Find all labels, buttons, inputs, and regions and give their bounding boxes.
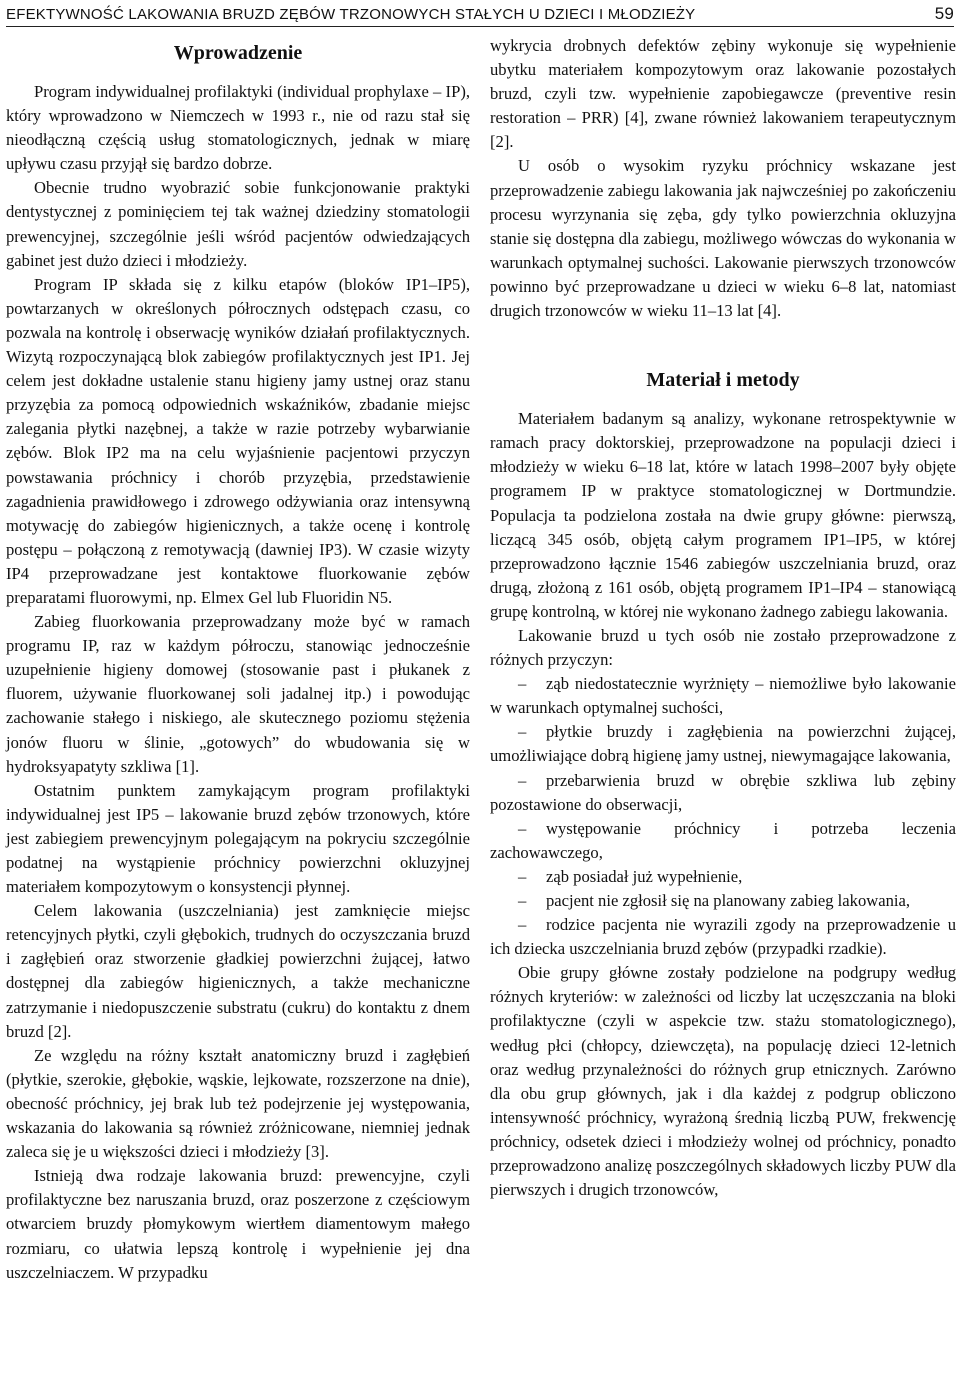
reasons-list (490, 672, 956, 961)
list-item: – pacjent nie zgłosił się na planowany zabieg lakowania, (490, 889, 956, 913)
paragraph: Obecnie trudno wyobrazić sobie funkcjonowanie praktyki dentystycznej z pominięciem tej tak ważnej dziedziny stomatologii prewencyjnej, szczególnie jeśli wśród pacjentów odwiedzających gabinet jest dużo dzieci i młodzieży. (6, 178, 470, 270)
dash-bullet: – (518, 915, 527, 935)
right-column (490, 34, 956, 1202)
paragraph: Ze względu na różny kształt anatomiczny bruzd i zagłębień (płytkie, szerokie, głębokie, wąskie, lejkowate, rozszerzone na dnie), obecność próchnicy, jej brak lub też podejrzenie jej występowania, wskazania do lakowania są również zróżnicowane, niemniej jednak zaleca się je u większości dzieci i młodzieży [3]. (6, 1045, 470, 1162)
list-item: – ząb posiadał już wypełnienie, (490, 865, 956, 889)
list-item: – rodzice pacjenta nie wyrazili zgody na przeprowadzenie u ich dziecka uszczelniania bruzd zębów (przypadki rzadkie). (490, 915, 956, 959)
paragraph: Ostatnim punktem zamykającym program profilaktyki indywidualnej jest IP5 – lakowanie bruzd zębów trzonowych, które jest zabiegiem prewencyjnym polegającym na pokryciu szczególnie podatnej na wystąpienie próchnicy powierzchni okluzyjnej materiałem kompozytowym o konsystencji płynnej. (6, 780, 470, 897)
paragraph: Lakowanie bruzd u tych osób nie zostało przeprowadzone z różnych przyczyn: (490, 625, 956, 670)
dash-bullet: – (518, 722, 527, 742)
running-head-title: EFEKTYWNOŚĆ LAKOWANIA BRUZD ZĘBÓW TRZONOWYCH STAŁYCH U DZIECI I MŁODZIEŻY (6, 6, 696, 23)
list-item: – przebarwienia bruzd w obrębie szkliwa lub zębiny pozostawione do obserwacji, (490, 770, 956, 814)
running-head (6, 4, 954, 27)
list-item: – płytkie bruzdy i zagłębienia na powierzchni żującej, umożliwiające dobrą higienę jamy ustnej, niewymagające lakowania, (490, 722, 956, 766)
paragraph: Obie grupy główne zostały podzielone na podgrupy według różnych kryteriów: w zależności od liczby lat uczęszczania na bloki profilaktyczne (czyli w aspekcie tzw. stażu stomatologicznego), według płci (chłopcy, dziewczęta), na populację dzieci 12-letnich oraz według przynależności do różnych grup etnicznych. Zarówno dla obu grup głównych, jak i dla każdej z podgrup obliczono intensywność próchnicy, wyrażoną średnią liczbą PUW, frekwencję próchnicy, odsetek dzieci i młodzieży wolnej od próchnicy, ponadto przeprowadzono analizę poszczególnych składowych liczby PUW dla pierwszych i drugich trzonowców, (490, 963, 956, 1200)
paragraph: Zabieg fluorkowania przeprowadzany może być w ramach programu IP, raz w każdym półroczu, stanowiąc jednocześnie uzupełnienie higieny domowej (stosowanie past i płukanek z fluorem, używanie fluorkowanej soli jadalnej itp.) i powodując zachowanie stałego i niskiego, ale skutecznego poziomu stężenia jonów fluoru w ślinie, „gotowych” do wbudowania się w hydroksyapatyty szkliwa [1]. (6, 612, 470, 776)
paragraph: Celem lakowania (uszczelniania) jest zamknięcie miejsc retencyjnych płytki, czyli głębokich, trudnych do oczyszczania bruzd i zagłębień oraz stworzenie gładkiej powierzchni żującej, łatwo dostępnej dla zabiegów higienicznych, a także mechaniczne zatrzymanie i niedopuszczenie substratu (cukru) do kontaktu z dnem bruzd [2]. (6, 901, 470, 1041)
dash-bullet: – (518, 674, 527, 694)
paragraph: Materiałem badanym są analizy, wykonane retrospektywnie w ramach pracy doktorskiej, przeprowadzone na populacji dzieci i młodzieży w wieku 6–18 lat, które w latach 1998–2007 były objęte programem IP w praktyce stomatologicznej w Dortmundzie. Populacja ta podzielona została na dwie grupy główne: pierwszą, liczącą 345 osób, objętą całym programem IP1–IP5, w której przeprowadzono łącznie 1546 zabiegów uszczelniania bruzd, oraz drugą, złożoną z 161 osób, objętą programem IP1–IP4 – stanowiącą grupę kontrolną, w której nie wykonano żadnego zabiegu lakowania. (490, 409, 956, 621)
list-item: – występowanie próchnicy i potrzeba leczenia zachowawczego, (490, 818, 956, 862)
page-number: 59 (934, 4, 954, 23)
section-heading-introduction: Wprowadzenie (173, 42, 303, 64)
paragraph-continued: wykrycia drobnych defektów zębiny wykonuje się wypełnienie ubytku materiałem kompozytowym oraz lakowanie pozostałych bruzd, czyli tzw. wypełnienie zapobiegawcze (preventive resin restoration – PRR) [4], zwane również lakowaniem terapeutycznym [2]. (490, 36, 956, 152)
paragraph: Program indywidualnej profilaktyki (individual prophylaxe – IP), który wprowadzono w Niemczech w 1993 r., nie od razu stał się nieodłączną częścią usług stomatologicznych, jednak w miarę upływu czasu przyjął się bardzo dobrze. (6, 82, 470, 174)
list-item: – ząb niedostatecznie wyrżnięty – niemożliwe było lakowanie w warunkach optymalnej suchości, (490, 674, 956, 718)
paragraph: Program IP składa się z kilku etapów (bloków IP1–IP5), powtarzanych w określonych półrocznych odstępach czasu, co pozwala na kontrolę i obserwację wyników działań profilaktycznych. Wizytą rozpoczynającą blok zabiegów profilaktycznych jest IP1. Jej celem jest dokładne ustalenie stanu higieny jamy ustnej oraz stanu przyzębia za pomocą odpowiednich wskaźników, zbadanie miejsc zalegania płytki nazębnej, a także w razie potrzeby wybarwianie zębów. Blok IP2 ma na celu wyjaśnienie pacjentowi przyczyn powstawania próchnicy i chorób przyzębia, przedstawienie zagadnienia prawidłowego i zdrowego odżywiania oraz intensywną motywację do zabiegów higienicznych, a także ocenę i kontrolę postępu – połączoną z remotywacją (dawniej IP3). W czasie wizyty IP4 przeprowadzane jest kontaktowe fluorkowanie zębów preparatami fluorowymi, np. Elmex Gel lub Fluoridin N5. (6, 274, 470, 607)
dash-bullet: – (518, 891, 527, 910)
paragraph: U osób o wysokim ryzyku próchnicy wskazane jest przeprowadzenie zabiegu lakowania jak najwcześniej po zakończeniu procesu wyrzynania się zęba, gdy tylko powierzchnia okluzyjna stanie się dostępna dla zabiegu, możliwego wówczas do wykonania w warunkach optymalnej suchości. Lakowanie pierwszych trzonowców powinno być przeprowadzane u dzieci w wieku 6–8 lat, natomiast drugich trzonowców w wieku 11–13 lat [4]. (490, 156, 956, 321)
dash-bullet: – (518, 866, 527, 886)
left-column (6, 34, 470, 1285)
paragraph: Istnieją dwa rodzaje lakowania bruzd: prewencyjne, czyli profilaktyczne bez naruszania bruzd, oraz poszerzone z częściowym otwarciem bruzdy płomykowym wiertłem diamentowym małego rozmiaru, co ułatwia lepszą kontrolę i wypełnienie jej dna uszczelniaczem. W przypadku (6, 1166, 470, 1282)
dash-bullet: – (518, 770, 527, 790)
dash-bullet: – (518, 818, 527, 838)
section-heading-methods: Materiał i metody (646, 369, 800, 392)
